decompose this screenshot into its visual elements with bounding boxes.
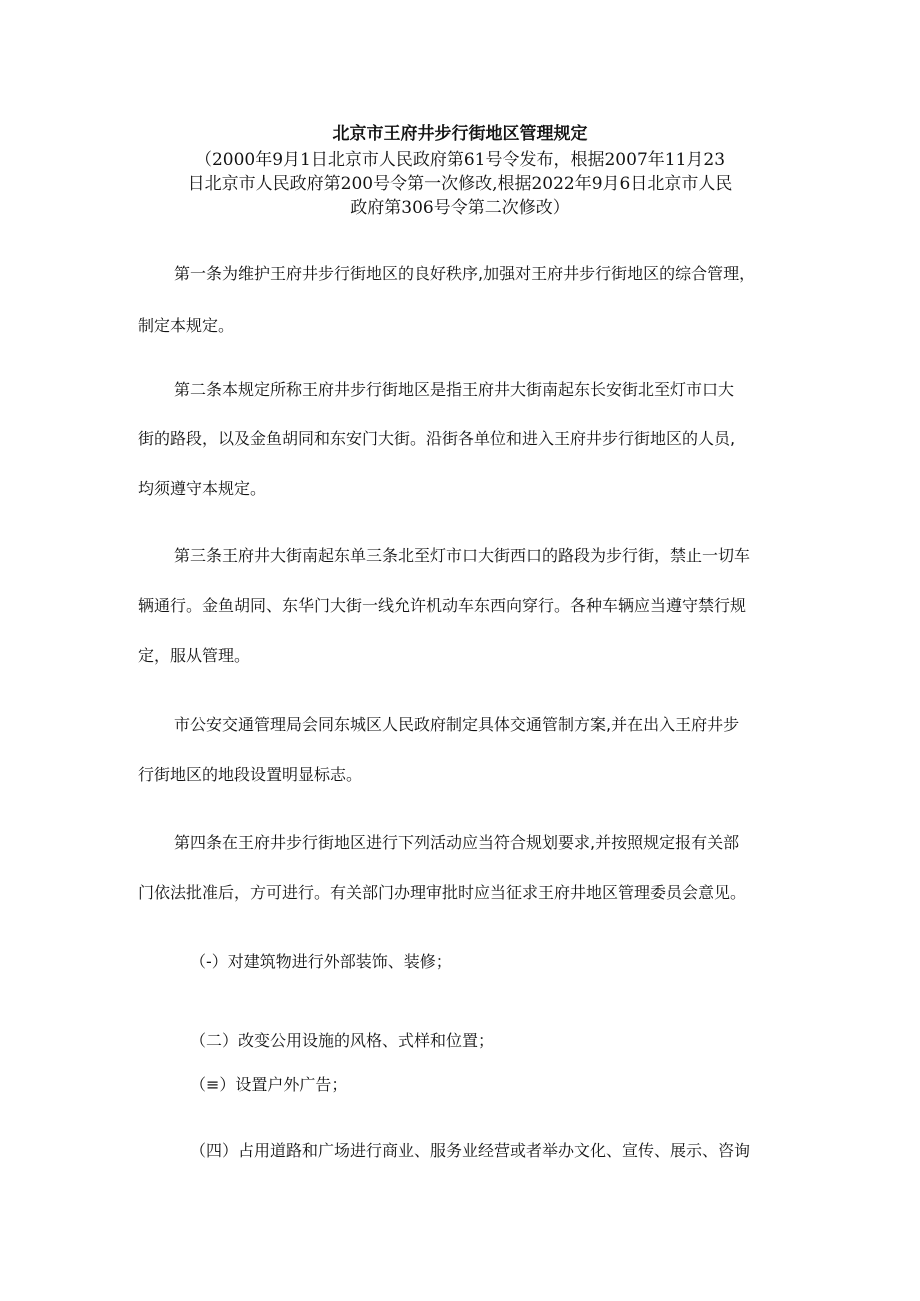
article-3-line-1: 第三条王府井大街南起东单三条北至灯市口大街西口的路段为步行街，禁止一切车	[174, 546, 751, 565]
article-2-line-3: 均须遵守本规定。	[138, 479, 267, 498]
traffic-para-line-1: 市公安交通管理局会同东城区人民政府制定具体交通管制方案,并在出入王府井步	[174, 715, 740, 734]
issuance-line-3: 政府第306号令第二次修改）	[350, 198, 570, 218]
article-1-line-2: 制定本规定。	[138, 316, 235, 335]
item-1: （-）对建筑物进行外部装饰、装修；	[190, 952, 452, 971]
issuance-line-1: （2000年9月1日北京市人民政府第61号令发布，根据2007年11月23	[194, 150, 726, 170]
item-2: （二）改变公用设施的风格、式样和位置；	[190, 1031, 495, 1050]
item-4: （四）占用道路和广场进行商业、服务业经营或者举办文化、宣传、展示、咨询	[190, 1141, 751, 1160]
article-2-line-1: 第二条本规定所称王府井步行街地区是指王府井大街南起东长安街北至灯市口大	[174, 380, 735, 399]
article-3-line-3: 定，服从管理。	[138, 646, 251, 665]
article-3-line-2: 辆通行。金鱼胡同、东华门大街一线允许机动车东西向穿行。各种车辆应当遵守禁行规	[138, 596, 747, 615]
article-1-line-1: 第一条为维护王府井步行街地区的良好秩序,加强对王府井步行街地区的综合管理，	[174, 264, 756, 283]
item-3: （≡）设置户外广告；	[190, 1075, 348, 1094]
article-4-line-1: 第四条在王府井步行街地区进行下列活动应当符合规划要求,并按照规定报有关部	[174, 833, 740, 852]
traffic-para-line-2: 行街地区的地段设置明显标志。	[138, 765, 363, 784]
document-title: 北京市王府井步行街地区管理规定	[332, 124, 588, 144]
issuance-line-2: 日北京市人民政府第200号令第一次修改,根据2022年9月6日北京市人民	[187, 174, 733, 194]
article-2-line-2: 街的路段，以及金鱼胡同和东安门大街。沿街各单位和进入王府井步行街地区的人员,	[138, 429, 736, 448]
article-4-line-2: 门依法批准后，方可进行。有关部门办理审批时应当征求王府井地区管理委员会意见。	[138, 883, 747, 902]
